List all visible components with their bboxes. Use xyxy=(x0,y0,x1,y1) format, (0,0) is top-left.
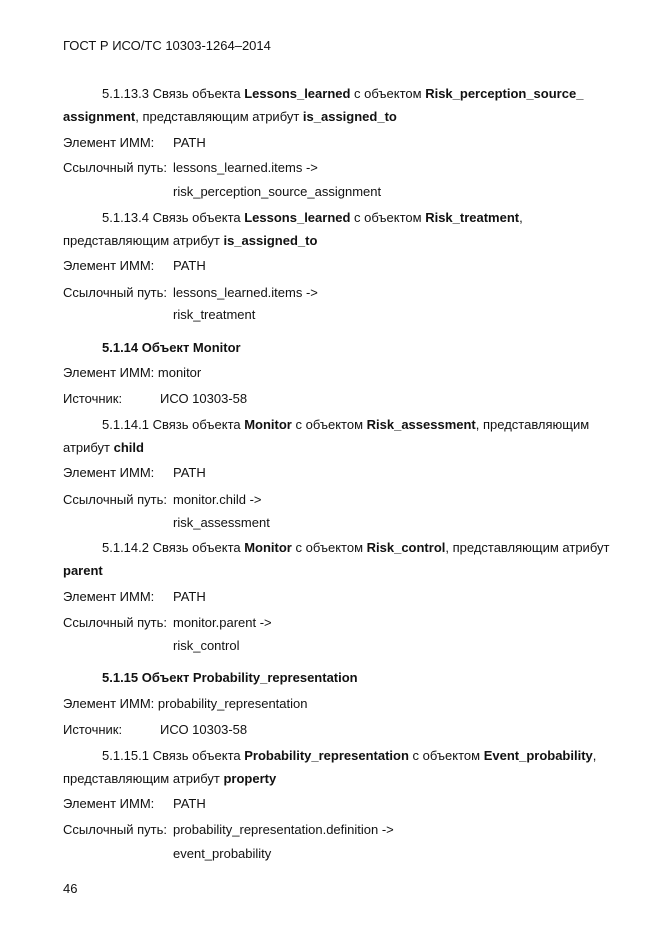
object-name: Risk_assessment xyxy=(366,417,476,432)
ref-path-label: Ссылочный путь: xyxy=(63,285,167,300)
element-value: probability_representation xyxy=(157,696,308,711)
connector-text: с объектом xyxy=(350,86,426,101)
comma: , xyxy=(519,210,523,225)
element-value: PATH xyxy=(173,258,206,273)
connector-text: представляющим атрибут xyxy=(63,771,224,786)
clause-5-1-13-3 xyxy=(102,86,583,102)
attribute-name: parent xyxy=(63,563,103,578)
ref-path-continuation: risk_assessment xyxy=(173,515,270,530)
clause-5-1-14-1 xyxy=(102,417,589,433)
object-name: Event_probability xyxy=(483,748,593,763)
ref-path-value: probability_representation.definition -> xyxy=(173,822,394,837)
object-name: Monitor xyxy=(244,540,292,555)
ref-path-value: lessons_learned.items -> xyxy=(173,285,318,300)
source-row xyxy=(63,722,247,738)
element-row xyxy=(63,696,308,712)
object-name: Probability_representation xyxy=(244,748,409,763)
clause-5-1-15-1-cont xyxy=(63,771,276,787)
ref-path-value: lessons_learned.items -> xyxy=(173,160,318,175)
clause-5-1-14-1-cont xyxy=(63,440,144,456)
element-value: PATH xyxy=(173,135,206,150)
ref-path-row xyxy=(63,285,318,301)
attribute-name: is_assigned_to xyxy=(223,233,318,248)
clause-5-1-13-4 xyxy=(102,210,523,226)
ref-path-continuation: risk_perception_source_assignment xyxy=(173,184,382,199)
ref-path-label: Ссылочный путь: xyxy=(63,615,167,630)
connector-text: представляющим атрибут xyxy=(63,233,224,248)
connector-text: , представляющим атрибут xyxy=(445,540,610,555)
connector-text: с объектом xyxy=(291,417,367,432)
attribute-name: property xyxy=(223,771,277,786)
source-value: ИСО 10303-58 xyxy=(160,722,248,737)
element-label: Элемент ИММ: xyxy=(63,696,155,711)
ref-path-value: monitor.child -> xyxy=(173,492,262,507)
ref-path-label: Ссылочный путь: xyxy=(63,492,167,507)
object-name: Risk_perception_source_ xyxy=(425,86,584,101)
ref-path-value: monitor.parent -> xyxy=(173,615,272,630)
element-row xyxy=(63,365,201,381)
object-name: Lessons_learned xyxy=(244,210,351,225)
connector-text: с объектом xyxy=(291,540,367,555)
page-number: 46 xyxy=(63,881,78,896)
element-row xyxy=(63,796,206,812)
ref-path-continuation: event_probability xyxy=(173,846,272,861)
heading-text: 5.1.14 Объект Monitor xyxy=(102,340,241,355)
clause-number: 5.1.13.3 Связь объекта xyxy=(102,86,245,101)
element-label: Элемент ИММ: xyxy=(63,135,155,150)
clause-5-1-13-3-cont xyxy=(63,109,397,125)
clause-number: 5.1.14.2 Связь объекта xyxy=(102,540,245,555)
clause-number: 5.1.15.1 Связь объекта xyxy=(102,748,245,763)
connector-text: с объектом xyxy=(350,210,426,225)
clause-5-1-14-2-cont xyxy=(63,563,103,579)
attribute-name: is_assigned_to xyxy=(302,109,397,124)
element-label: Элемент ИММ: xyxy=(63,589,155,604)
connector-text: с объектом xyxy=(408,748,484,763)
source-row xyxy=(63,391,247,407)
object-name: Risk_treatment xyxy=(425,210,520,225)
ref-path-label: Ссылочный путь: xyxy=(63,822,167,837)
ref-path-label: Ссылочный путь: xyxy=(63,160,167,175)
ref-path-row xyxy=(63,160,318,176)
element-value: PATH xyxy=(173,796,206,811)
object-name: Lessons_learned xyxy=(244,86,351,101)
element-label: Элемент ИММ: xyxy=(63,365,155,380)
section-heading-5-1-14 xyxy=(102,340,241,356)
element-value: monitor xyxy=(157,365,202,380)
element-row xyxy=(63,135,206,151)
element-row xyxy=(63,589,206,605)
element-row xyxy=(63,258,206,274)
document-header: ГОСТ Р ИСО/ТС 10303-1264–2014 xyxy=(63,38,271,53)
ref-path-continuation: risk_control xyxy=(173,638,240,653)
element-value: PATH xyxy=(173,465,206,480)
source-value: ИСО 10303-58 xyxy=(160,391,248,406)
ref-path-continuation: risk_treatment xyxy=(173,307,256,322)
attribute-name: child xyxy=(113,440,144,455)
source-label: Источник: xyxy=(63,722,123,737)
section-heading-5-1-15 xyxy=(102,670,358,686)
clause-number: 5.1.14.1 Связь объекта xyxy=(102,417,245,432)
ref-path-row xyxy=(63,615,272,631)
connector-text: , представляющим xyxy=(475,417,590,432)
element-row xyxy=(63,465,206,481)
source-label: Источник: xyxy=(63,391,123,406)
object-name: Risk_control xyxy=(366,540,446,555)
ref-path-row xyxy=(63,492,262,508)
connector-text: атрибут xyxy=(63,440,114,455)
ref-path-row xyxy=(63,822,394,838)
element-label: Элемент ИММ: xyxy=(63,796,155,811)
clause-5-1-13-4-cont xyxy=(63,233,317,249)
element-label: Элемент ИММ: xyxy=(63,465,155,480)
connector-text: , представляющим атрибут xyxy=(135,109,303,124)
element-label: Элемент ИММ: xyxy=(63,258,155,273)
element-value: PATH xyxy=(173,589,206,604)
heading-text: 5.1.15 Объект Probability_representation xyxy=(102,670,358,685)
object-name-cont: assignment xyxy=(63,109,136,124)
clause-5-1-15-1 xyxy=(102,748,596,764)
clause-number: 5.1.13.4 Связь объекта xyxy=(102,210,245,225)
comma: , xyxy=(592,748,597,763)
object-name: Monitor xyxy=(244,417,292,432)
clause-5-1-14-2 xyxy=(102,540,609,556)
